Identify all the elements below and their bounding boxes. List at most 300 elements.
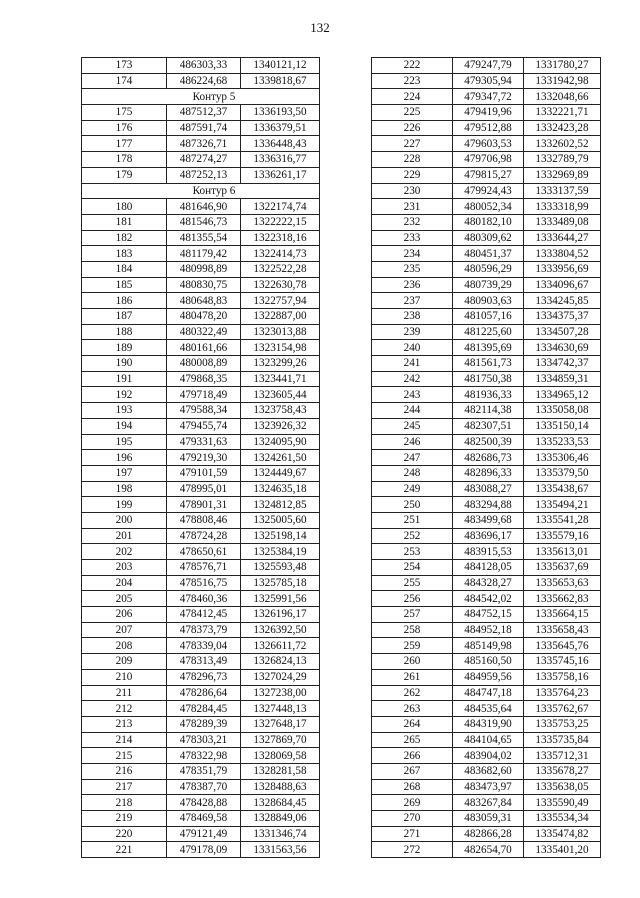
y-coordinate-cell: 1335764,23 — [524, 685, 601, 701]
table-row — [82, 685, 320, 701]
x-coordinate-cell: 479718,49 — [167, 387, 241, 403]
table-row — [372, 261, 601, 277]
x-coordinate-cell: 481546,73 — [167, 214, 241, 230]
point-number-cell: 235 — [372, 261, 453, 277]
table-row — [372, 324, 601, 340]
y-coordinate-cell: 1335637,69 — [524, 560, 601, 576]
y-coordinate-cell: 1325384,19 — [241, 544, 320, 560]
point-number-cell: 266 — [372, 748, 453, 764]
y-coordinate-cell: 1323605,44 — [241, 387, 320, 403]
table-row — [82, 152, 320, 168]
x-coordinate-cell: 479868,35 — [167, 371, 241, 387]
point-number-cell: 197 — [82, 465, 167, 481]
table-row — [82, 465, 320, 481]
x-coordinate-cell: 479588,34 — [167, 403, 241, 419]
point-number-cell: 196 — [82, 450, 167, 466]
point-number-cell: 188 — [82, 324, 167, 340]
table-row — [372, 293, 601, 309]
x-coordinate-cell: 479247,79 — [453, 58, 524, 74]
table-row — [82, 418, 320, 434]
y-coordinate-cell: 1327869,70 — [241, 732, 320, 748]
table-row — [82, 842, 320, 858]
y-coordinate-cell: 1331346,74 — [241, 826, 320, 842]
point-number-cell: 272 — [372, 842, 453, 858]
y-coordinate-cell: 1333318,99 — [524, 199, 601, 215]
y-coordinate-cell: 1322222,15 — [241, 214, 320, 230]
x-coordinate-cell: 482307,51 — [453, 418, 524, 434]
table-row — [372, 403, 601, 419]
y-coordinate-cell: 1336448,43 — [241, 136, 320, 152]
x-coordinate-cell: 481561,73 — [453, 356, 524, 372]
point-number-cell: 268 — [372, 779, 453, 795]
y-coordinate-cell: 1335306,46 — [524, 450, 601, 466]
y-coordinate-cell: 1335058,08 — [524, 403, 601, 419]
y-coordinate-cell: 1331780,27 — [524, 58, 601, 74]
point-number-cell: 269 — [372, 795, 453, 811]
x-coordinate-cell: 479419,96 — [453, 105, 524, 121]
table-row — [372, 340, 601, 356]
x-coordinate-cell: 478313,49 — [167, 654, 241, 670]
y-coordinate-cell: 1322887,00 — [241, 309, 320, 325]
x-coordinate-cell: 483682,60 — [453, 763, 524, 779]
y-coordinate-cell: 1335745,16 — [524, 654, 601, 670]
point-number-cell: 240 — [372, 340, 453, 356]
y-coordinate-cell: 1336193,50 — [241, 105, 320, 121]
table-row — [82, 591, 320, 607]
table-row — [82, 293, 320, 309]
table-row — [372, 732, 601, 748]
point-number-cell: 248 — [372, 465, 453, 481]
x-coordinate-cell: 481646,90 — [167, 199, 241, 215]
point-number-cell: 249 — [372, 481, 453, 497]
contour-header-row — [82, 183, 320, 199]
y-coordinate-cell: 1332789,79 — [524, 152, 601, 168]
table-row — [82, 638, 320, 654]
point-number-cell: 227 — [372, 136, 453, 152]
table-row — [372, 528, 601, 544]
point-number-cell: 270 — [372, 811, 453, 827]
y-coordinate-cell: 1324812,85 — [241, 497, 320, 513]
point-number-cell: 177 — [82, 136, 167, 152]
coordinates-table-left — [81, 57, 320, 858]
y-coordinate-cell: 1332423,28 — [524, 120, 601, 136]
x-coordinate-cell: 480008,89 — [167, 356, 241, 372]
contour-header: Контур 6 — [82, 183, 320, 199]
point-number-cell: 229 — [372, 167, 453, 183]
y-coordinate-cell: 1334742,37 — [524, 356, 601, 372]
x-coordinate-cell: 485149,98 — [453, 638, 524, 654]
point-number-cell: 228 — [372, 152, 453, 168]
y-coordinate-cell: 1326196,17 — [241, 607, 320, 623]
x-coordinate-cell: 481936,33 — [453, 387, 524, 403]
y-coordinate-cell: 1322174,74 — [241, 199, 320, 215]
table-row — [82, 716, 320, 732]
y-coordinate-cell: 1324449,67 — [241, 465, 320, 481]
y-coordinate-cell: 1325198,14 — [241, 528, 320, 544]
point-number-cell: 185 — [82, 277, 167, 293]
point-number-cell: 250 — [372, 497, 453, 513]
point-number-cell: 175 — [82, 105, 167, 121]
y-coordinate-cell: 1332602,52 — [524, 136, 601, 152]
y-coordinate-cell: 1336316,77 — [241, 152, 320, 168]
y-coordinate-cell: 1325593,48 — [241, 560, 320, 576]
y-coordinate-cell: 1333137,59 — [524, 183, 601, 199]
y-coordinate-cell: 1335233,53 — [524, 434, 601, 450]
table-row — [82, 481, 320, 497]
point-number-cell: 244 — [372, 403, 453, 419]
point-number-cell: 239 — [372, 324, 453, 340]
table-row — [82, 811, 320, 827]
x-coordinate-cell: 480596,29 — [453, 261, 524, 277]
table-row — [82, 58, 320, 74]
x-coordinate-cell: 479706,98 — [453, 152, 524, 168]
table-row — [372, 167, 601, 183]
x-coordinate-cell: 484747,18 — [453, 685, 524, 701]
point-number-cell: 230 — [372, 183, 453, 199]
table-row — [82, 763, 320, 779]
y-coordinate-cell: 1335474,82 — [524, 826, 601, 842]
table-row — [82, 120, 320, 136]
x-coordinate-cell: 478724,28 — [167, 528, 241, 544]
x-coordinate-cell: 480322,49 — [167, 324, 241, 340]
table-row — [372, 434, 601, 450]
x-coordinate-cell: 480739,29 — [453, 277, 524, 293]
point-number-cell: 261 — [372, 669, 453, 685]
table-row — [372, 73, 601, 89]
x-coordinate-cell: 479924,43 — [453, 183, 524, 199]
point-number-cell: 190 — [82, 356, 167, 372]
y-coordinate-cell: 1324261,50 — [241, 450, 320, 466]
y-coordinate-cell: 1335534,34 — [524, 811, 601, 827]
table-row — [372, 136, 601, 152]
point-number-cell: 184 — [82, 261, 167, 277]
y-coordinate-cell: 1339818,67 — [241, 73, 320, 89]
table-row — [82, 403, 320, 419]
y-coordinate-cell: 1335762,67 — [524, 701, 601, 717]
x-coordinate-cell: 480478,20 — [167, 309, 241, 325]
x-coordinate-cell: 482686,73 — [453, 450, 524, 466]
table-row — [372, 779, 601, 795]
point-number-cell: 218 — [82, 795, 167, 811]
y-coordinate-cell: 1322318,16 — [241, 230, 320, 246]
x-coordinate-cell: 480161,66 — [167, 340, 241, 356]
x-coordinate-cell: 478412,45 — [167, 607, 241, 623]
y-coordinate-cell: 1335541,28 — [524, 512, 601, 528]
point-number-cell: 187 — [82, 309, 167, 325]
x-coordinate-cell: 481395,69 — [453, 340, 524, 356]
x-coordinate-cell: 478995,01 — [167, 481, 241, 497]
point-number-cell: 192 — [82, 387, 167, 403]
x-coordinate-cell: 482114,38 — [453, 403, 524, 419]
x-coordinate-cell: 478901,31 — [167, 497, 241, 513]
point-number-cell: 251 — [372, 512, 453, 528]
x-coordinate-cell: 487591,74 — [167, 120, 241, 136]
coordinates-table-right — [371, 57, 601, 858]
table-row — [82, 230, 320, 246]
point-number-cell: 204 — [82, 575, 167, 591]
table-row — [82, 701, 320, 717]
point-number-cell: 258 — [372, 622, 453, 638]
point-number-cell: 243 — [372, 387, 453, 403]
table-row — [82, 826, 320, 842]
x-coordinate-cell: 487274,27 — [167, 152, 241, 168]
table-row — [372, 842, 601, 858]
y-coordinate-cell: 1325785,18 — [241, 575, 320, 591]
table-row — [82, 450, 320, 466]
y-coordinate-cell: 1322522,28 — [241, 261, 320, 277]
x-coordinate-cell: 484128,05 — [453, 560, 524, 576]
point-number-cell: 180 — [82, 199, 167, 215]
point-number-cell: 182 — [82, 230, 167, 246]
point-number-cell: 245 — [372, 418, 453, 434]
x-coordinate-cell: 478373,79 — [167, 622, 241, 638]
x-coordinate-cell: 479347,72 — [453, 89, 524, 105]
table-row — [372, 183, 601, 199]
table-row — [372, 58, 601, 74]
x-coordinate-cell: 480309,62 — [453, 230, 524, 246]
point-number-cell: 193 — [82, 403, 167, 419]
x-coordinate-cell: 482896,33 — [453, 465, 524, 481]
point-number-cell: 242 — [372, 371, 453, 387]
x-coordinate-cell: 485160,50 — [453, 654, 524, 670]
table-row — [372, 120, 601, 136]
point-number-cell: 216 — [82, 763, 167, 779]
x-coordinate-cell: 478428,88 — [167, 795, 241, 811]
point-number-cell: 271 — [372, 826, 453, 842]
table-row — [372, 826, 601, 842]
table-row — [82, 512, 320, 528]
y-coordinate-cell: 1334507,28 — [524, 324, 601, 340]
point-number-cell: 262 — [372, 685, 453, 701]
table-row — [372, 591, 601, 607]
y-coordinate-cell: 1328488,63 — [241, 779, 320, 795]
x-coordinate-cell: 480830,75 — [167, 277, 241, 293]
table-row — [82, 575, 320, 591]
x-coordinate-cell: 479305,94 — [453, 73, 524, 89]
x-coordinate-cell: 480998,89 — [167, 261, 241, 277]
page-number: 132 — [310, 20, 330, 35]
point-number-cell: 189 — [82, 340, 167, 356]
x-coordinate-cell: 479121,49 — [167, 826, 241, 842]
table-row — [372, 607, 601, 623]
point-number-cell: 203 — [82, 560, 167, 576]
x-coordinate-cell: 483473,97 — [453, 779, 524, 795]
x-coordinate-cell: 479455,74 — [167, 418, 241, 434]
x-coordinate-cell: 478469,58 — [167, 811, 241, 827]
x-coordinate-cell: 483904,02 — [453, 748, 524, 764]
y-coordinate-cell: 1335712,31 — [524, 748, 601, 764]
x-coordinate-cell: 482866,28 — [453, 826, 524, 842]
y-coordinate-cell: 1335753,25 — [524, 716, 601, 732]
y-coordinate-cell: 1335664,15 — [524, 607, 601, 623]
y-coordinate-cell: 1334375,37 — [524, 309, 601, 325]
table-row — [372, 418, 601, 434]
x-coordinate-cell: 481057,16 — [453, 309, 524, 325]
point-number-cell: 213 — [82, 716, 167, 732]
table-row — [372, 277, 601, 293]
y-coordinate-cell: 1334630,69 — [524, 340, 601, 356]
x-coordinate-cell: 483696,17 — [453, 528, 524, 544]
x-coordinate-cell: 478284,45 — [167, 701, 241, 717]
x-coordinate-cell: 479512,88 — [453, 120, 524, 136]
point-number-cell: 209 — [82, 654, 167, 670]
y-coordinate-cell: 1331942,98 — [524, 73, 601, 89]
x-coordinate-cell: 483499,68 — [453, 512, 524, 528]
y-coordinate-cell: 1335150,14 — [524, 418, 601, 434]
x-coordinate-cell: 479331,63 — [167, 434, 241, 450]
table-row — [372, 638, 601, 654]
point-number-cell: 255 — [372, 575, 453, 591]
y-coordinate-cell: 1326824,13 — [241, 654, 320, 670]
table-row — [372, 309, 601, 325]
x-coordinate-cell: 483059,31 — [453, 811, 524, 827]
table-row — [372, 89, 601, 105]
table-row — [82, 73, 320, 89]
x-coordinate-cell: 479219,30 — [167, 450, 241, 466]
point-number-cell: 263 — [372, 701, 453, 717]
point-number-cell: 207 — [82, 622, 167, 638]
point-number-cell: 173 — [82, 58, 167, 74]
y-coordinate-cell: 1322630,78 — [241, 277, 320, 293]
y-coordinate-cell: 1334859,31 — [524, 371, 601, 387]
point-number-cell: 252 — [372, 528, 453, 544]
y-coordinate-cell: 1325005,60 — [241, 512, 320, 528]
table-row — [82, 105, 320, 121]
table-row — [372, 701, 601, 717]
x-coordinate-cell: 480052,34 — [453, 199, 524, 215]
y-coordinate-cell: 1335401,20 — [524, 842, 601, 858]
point-number-cell: 247 — [372, 450, 453, 466]
table-row — [82, 622, 320, 638]
point-number-cell: 195 — [82, 434, 167, 450]
y-coordinate-cell: 1323154,98 — [241, 340, 320, 356]
y-coordinate-cell: 1328684,45 — [241, 795, 320, 811]
point-number-cell: 199 — [82, 497, 167, 513]
x-coordinate-cell: 479101,59 — [167, 465, 241, 481]
x-coordinate-cell: 483294,88 — [453, 497, 524, 513]
x-coordinate-cell: 487326,71 — [167, 136, 241, 152]
y-coordinate-cell: 1324635,18 — [241, 481, 320, 497]
contour-header-row — [82, 89, 320, 105]
point-number-cell: 200 — [82, 512, 167, 528]
table-row — [82, 528, 320, 544]
x-coordinate-cell: 478460,36 — [167, 591, 241, 607]
x-coordinate-cell: 480903,63 — [453, 293, 524, 309]
x-coordinate-cell: 478516,75 — [167, 575, 241, 591]
point-number-cell: 211 — [82, 685, 167, 701]
x-coordinate-cell: 483088,27 — [453, 481, 524, 497]
y-coordinate-cell: 1324095,90 — [241, 434, 320, 450]
point-number-cell: 238 — [372, 309, 453, 325]
y-coordinate-cell: 1340121,12 — [241, 58, 320, 74]
table-row — [372, 544, 601, 560]
point-number-cell: 226 — [372, 120, 453, 136]
x-coordinate-cell: 479178,09 — [167, 842, 241, 858]
table-row — [372, 105, 601, 121]
y-coordinate-cell: 1333804,52 — [524, 246, 601, 262]
y-coordinate-cell: 1326611,72 — [241, 638, 320, 654]
y-coordinate-cell: 1335653,63 — [524, 575, 601, 591]
x-coordinate-cell: 484952,18 — [453, 622, 524, 638]
table-row — [82, 387, 320, 403]
point-number-cell: 201 — [82, 528, 167, 544]
table-row — [372, 387, 601, 403]
x-coordinate-cell: 479603,53 — [453, 136, 524, 152]
table-row — [82, 371, 320, 387]
point-number-cell: 265 — [372, 732, 453, 748]
table-row — [372, 199, 601, 215]
y-coordinate-cell: 1334096,67 — [524, 277, 601, 293]
y-coordinate-cell: 1322414,73 — [241, 246, 320, 262]
table-row — [82, 340, 320, 356]
point-number-cell: 176 — [82, 120, 167, 136]
table-row — [372, 748, 601, 764]
y-coordinate-cell: 1333956,69 — [524, 261, 601, 277]
point-number-cell: 256 — [372, 591, 453, 607]
table-row — [372, 763, 601, 779]
x-coordinate-cell: 482500,39 — [453, 434, 524, 450]
table-row — [372, 795, 601, 811]
x-coordinate-cell: 484752,15 — [453, 607, 524, 623]
y-coordinate-cell: 1335379,50 — [524, 465, 601, 481]
point-number-cell: 237 — [372, 293, 453, 309]
table-row — [372, 246, 601, 262]
y-coordinate-cell: 1323299,26 — [241, 356, 320, 372]
point-number-cell: 191 — [82, 371, 167, 387]
table-row — [372, 481, 601, 497]
table-row — [82, 324, 320, 340]
y-coordinate-cell: 1336261,17 — [241, 167, 320, 183]
point-number-cell: 253 — [372, 544, 453, 560]
point-number-cell: 236 — [372, 277, 453, 293]
x-coordinate-cell: 484328,27 — [453, 575, 524, 591]
y-coordinate-cell: 1335662,83 — [524, 591, 601, 607]
x-coordinate-cell: 480182,10 — [453, 214, 524, 230]
y-coordinate-cell: 1332969,89 — [524, 167, 601, 183]
point-number-cell: 259 — [372, 638, 453, 654]
x-coordinate-cell: 478351,79 — [167, 763, 241, 779]
point-number-cell: 232 — [372, 214, 453, 230]
x-coordinate-cell: 479815,27 — [453, 167, 524, 183]
point-number-cell: 205 — [82, 591, 167, 607]
x-coordinate-cell: 481750,38 — [453, 371, 524, 387]
table-row — [372, 152, 601, 168]
x-coordinate-cell: 484959,56 — [453, 669, 524, 685]
x-coordinate-cell: 484319,90 — [453, 716, 524, 732]
point-number-cell: 223 — [372, 73, 453, 89]
x-coordinate-cell: 478808,46 — [167, 512, 241, 528]
table-row — [372, 716, 601, 732]
y-coordinate-cell: 1327648,17 — [241, 716, 320, 732]
x-coordinate-cell: 486224,68 — [167, 73, 241, 89]
table-row — [82, 560, 320, 576]
point-number-cell: 222 — [372, 58, 453, 74]
x-coordinate-cell: 482654,70 — [453, 842, 524, 858]
point-number-cell: 267 — [372, 763, 453, 779]
y-coordinate-cell: 1335613,01 — [524, 544, 601, 560]
y-coordinate-cell: 1335645,76 — [524, 638, 601, 654]
point-number-cell: 257 — [372, 607, 453, 623]
x-coordinate-cell: 478650,61 — [167, 544, 241, 560]
y-coordinate-cell: 1323441,71 — [241, 371, 320, 387]
table-row — [372, 371, 601, 387]
point-number-cell: 202 — [82, 544, 167, 560]
y-coordinate-cell: 1335735,84 — [524, 732, 601, 748]
x-coordinate-cell: 478576,71 — [167, 560, 241, 576]
x-coordinate-cell: 481355,54 — [167, 230, 241, 246]
point-number-cell: 178 — [82, 152, 167, 168]
point-number-cell: 183 — [82, 246, 167, 262]
